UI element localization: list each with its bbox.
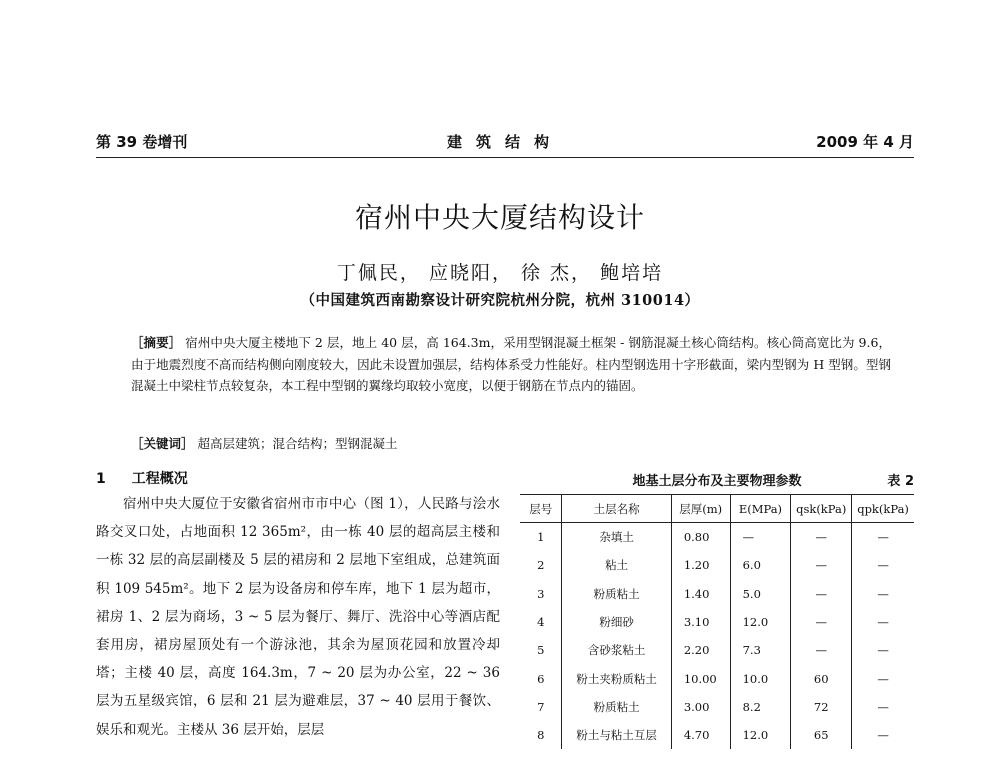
table-row (520, 608, 914, 636)
table-cell: 7.3 (730, 636, 791, 664)
table-cell: 3.00 (671, 693, 730, 721)
table-cell: — (791, 551, 852, 579)
table-cell: 1.40 (671, 580, 730, 608)
col-header: 层厚(m) (671, 495, 730, 523)
table-cell: 2.20 (671, 636, 730, 664)
table-cell: 3.10 (671, 608, 730, 636)
table-cell: — (852, 636, 914, 664)
col-header: qpk(kPa) (852, 495, 914, 523)
table-cell: — (852, 523, 914, 552)
keywords-label: ［关键词］ (131, 436, 194, 451)
table-cell: 粉质粘土 (562, 693, 671, 721)
affiliation: （中国建筑西南勘察设计研究院杭州分院，杭州 310014） (300, 292, 700, 309)
issue-date: 2009 年 4 月 (816, 133, 914, 151)
table-cell: — (852, 580, 914, 608)
table-cell: 12.0 (730, 721, 791, 749)
section-heading (96, 468, 188, 488)
table-cell: 72 (791, 693, 852, 721)
table-cell: 10.0 (730, 664, 791, 692)
table-row (520, 721, 914, 749)
table-cell: 粉细砂 (562, 608, 671, 636)
table-cell: 1 (537, 530, 545, 545)
table-cell: 粉质粘土 (562, 580, 671, 608)
table-cell: — (852, 664, 914, 692)
table-cell: — (730, 523, 791, 552)
table-cell: 粉土与粘土互层 (562, 721, 671, 749)
col-header: 层号 (520, 495, 562, 523)
table-cell: 含砂浆粘土 (562, 636, 671, 664)
abstract-text: 宿州中央大厦主楼地下 2 层，地上 40 层，高 164.3m，采用型钢混凝土框架 - 钢筋混凝土核心筒结构。核心筒高宽比为 9.6，由于地震烈度不高而结构侧向刚度较大，因此未设置加强层，结构体系受力性能好。柱内型钢选用十字形截面，梁内型钢为 H 型钢。型钢混凝土中梁柱节点较复杂，本工程中型钢的翼缘均取较小宽度，以便于钢筋在节点内的锚固。 (131, 335, 891, 393)
table-cell: 4 (537, 615, 545, 630)
table-cell: — (791, 580, 852, 608)
table-row (520, 636, 914, 664)
paper-title: 宿州中央大厦结构设计 (354, 201, 645, 234)
table-cell: — (852, 608, 914, 636)
table-cell: 3 (537, 586, 545, 601)
volume-label: 第 39 卷增刊 (96, 133, 188, 151)
section-title: 工程概况 (131, 471, 188, 487)
soil-layer-table (520, 494, 914, 749)
abstract-label: ［摘要］ (131, 335, 182, 350)
table-cell: 6.0 (730, 551, 791, 579)
table-cell: 4.70 (671, 721, 730, 749)
table-row (520, 693, 914, 721)
table-cell: — (852, 551, 914, 579)
table-cell: 粘土 (562, 551, 671, 579)
table-cell: — (791, 523, 852, 552)
table-cell: 8 (537, 728, 545, 743)
table-cell: 6 (537, 671, 545, 686)
table-cell: — (852, 693, 914, 721)
body-paragraph: 宿州中央大厦位于安徽省宿州市市中心（图 1），人民路与浍水路交叉口处，占地面积 12 365m²，由一栋 40 层的超高层主楼和一栋 32 层的高层副楼及 5 层的裙房和 2 层地下室组成，总建筑面积 109 545m²。地下 2 层为设备房和停车库，地下 1 层为超市，裙房 1、2 层为商场，3 ~ 5 层为餐厅、舞厅、洗浴中心等酒店配套用房，裙房屋顶处有一个游泳池，其余为屋顶花园和放置冷却塔；主楼 40 层，高度 164.3m，7 ~ 20 层为办公室，22 ~ 36 层为五星级宾馆，6 层和 21 层为避难层，37 ~ 40 层用于餐饮、娱乐和观光。主楼从 36 层开始，层层 (96, 496, 500, 738)
table-cell: — (791, 608, 852, 636)
table-cell: 杂填土 (562, 523, 671, 552)
col-header: E(MPa) (730, 495, 791, 523)
table-cell: 10.00 (671, 664, 730, 692)
table-cell: 2 (537, 558, 545, 573)
table-cell: 1.20 (671, 551, 730, 579)
header-rule (96, 157, 914, 158)
table-title: 地基土层分布及主要物理参数 (632, 474, 802, 489)
table-cell: — (852, 721, 914, 749)
table-number: 表 2 (887, 474, 914, 489)
table-row (520, 580, 914, 608)
journal-name: 建筑结构 (446, 133, 563, 151)
section-number: 1 (96, 471, 106, 487)
authors: 丁佩民， 应晓阳， 徐 杰， 鲍培培 (336, 262, 664, 284)
keywords-text: 超高层建筑；混合结构；型钢混凝土 (197, 436, 398, 451)
table-cell: 0.80 (671, 523, 730, 552)
table-cell: 8.2 (730, 693, 791, 721)
table-cell: 60 (791, 664, 852, 692)
table-cell: 5 (537, 643, 545, 658)
abstract (131, 332, 891, 397)
col-header: 土层名称 (562, 495, 671, 523)
table-cell: 7 (537, 699, 545, 714)
table-cell: 65 (791, 721, 852, 749)
table-row (520, 523, 914, 552)
table-cell: — (791, 636, 852, 664)
table-cell: 粉土夹粉质粘土 (562, 664, 671, 692)
table-cell: 12.0 (730, 608, 791, 636)
table-row (520, 664, 914, 692)
col-header: qsk(kPa) (791, 495, 852, 523)
table-row (520, 551, 914, 579)
table-header-row (520, 495, 914, 523)
keywords (131, 434, 891, 452)
table-cell: 5.0 (730, 580, 791, 608)
